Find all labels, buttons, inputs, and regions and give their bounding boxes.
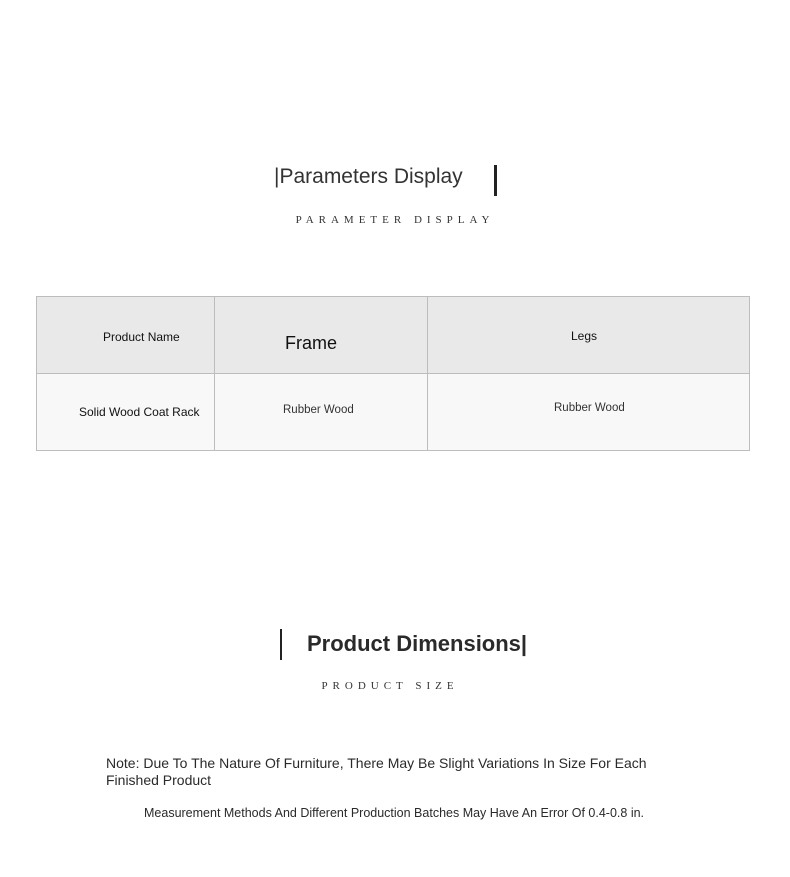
header-label-legs: Legs — [571, 329, 598, 343]
title-divider-bar — [494, 165, 497, 196]
cell-product-name — [37, 374, 215, 450]
parameters-table — [36, 296, 750, 451]
table-header-row — [37, 297, 749, 374]
cell-frame — [215, 374, 428, 450]
table-row — [37, 374, 749, 450]
parameters-title: |Parameters Display — [274, 165, 463, 188]
header-label-frame: Frame — [285, 333, 338, 353]
cell-legs — [428, 374, 749, 450]
header-label-product-name: Product Name — [103, 330, 180, 344]
header-cell-frame — [215, 297, 428, 373]
cell-product-name-value: Solid Wood Coat Rack — [79, 405, 200, 419]
dimensions-title: Product Dimensions| — [307, 631, 528, 656]
header-cell-legs — [428, 297, 749, 373]
header-cell-product-name — [37, 297, 215, 373]
cell-frame-value: Rubber Wood — [283, 404, 354, 416]
dimensions-divider-bar — [280, 629, 282, 660]
size-variation-note: Note: Due To The Nature Of Furniture, There May Be Slight Variations In Size For Each Finished Product — [106, 755, 647, 788]
cell-legs-value: Rubber Wood — [554, 402, 625, 414]
parameters-subtitle: PARAMETER DISPLAY — [295, 214, 495, 226]
measurement-error-note: Measurement Methods And Different Production Batches May Have An Error Of 0.4-0.8 in. — [144, 806, 645, 820]
dimensions-subtitle: PRODUCT SIZE — [321, 680, 459, 692]
